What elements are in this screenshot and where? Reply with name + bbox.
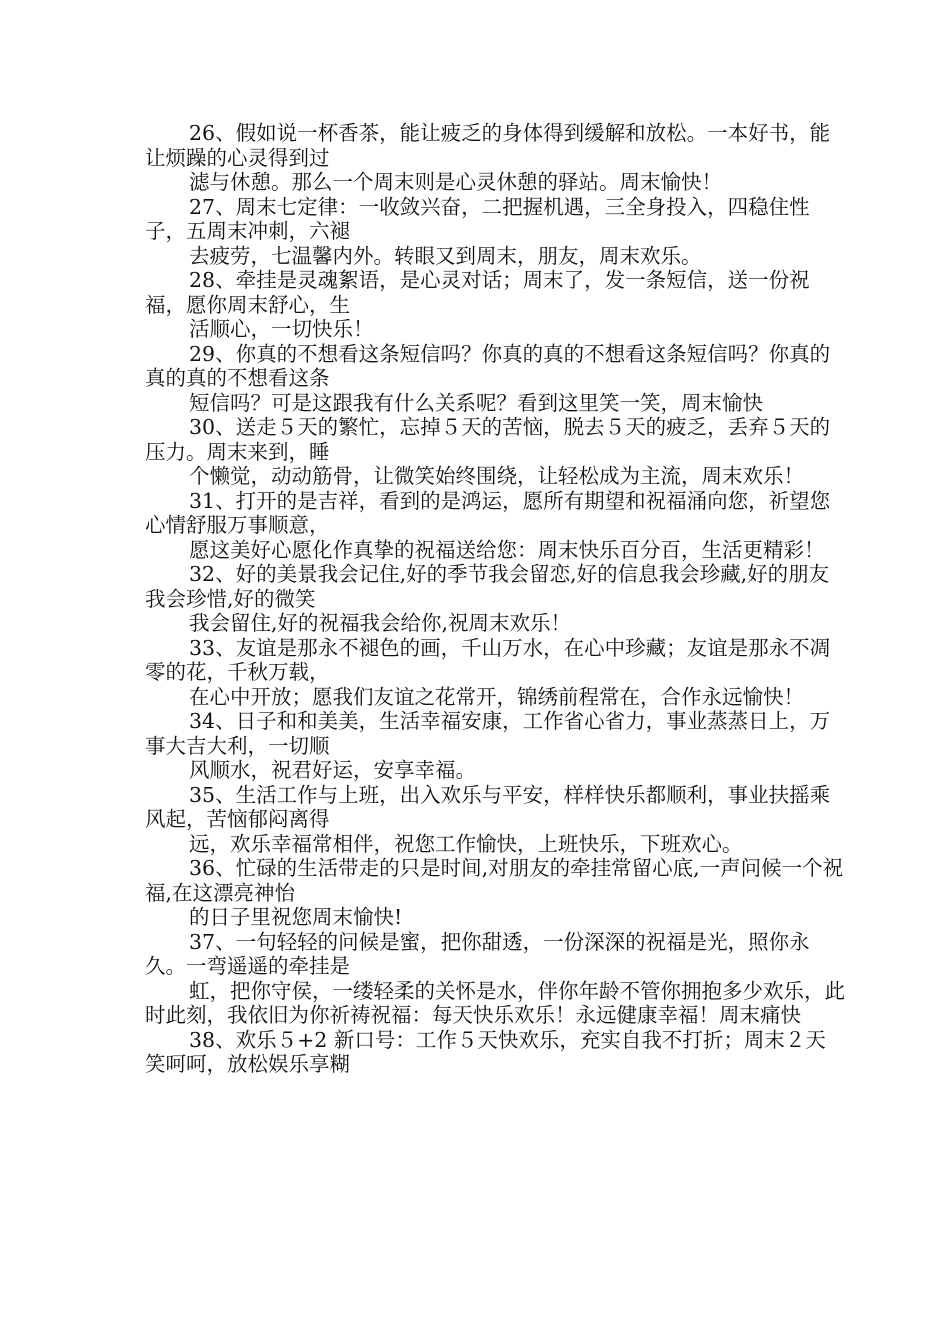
paragraph-29-b: 短信吗？可是这跟我有什么关系呢？看到这里笑一笑，周末愉快 <box>189 390 763 415</box>
paragraph-27-a: 27、周末七定律：一收敛兴奋，二把握机遇，三全身投入，四稳住性子，五周末冲刺，六褪 <box>145 194 810 243</box>
paragraph-31-a: 31、打开的是吉祥，看到的是鸿运，愿所有期望和祝福涌向您，祈望您心情舒服万事顺意， <box>145 488 831 537</box>
paragraph-35-a: 35、生活工作与上班，出入欢乐与平安，样样快乐都顺利，事业扶摇乘风起，苦恼郁闷离得 <box>145 782 831 831</box>
paragraph-28-b: 活顺心，一切快乐！ <box>189 317 374 341</box>
paragraph-34-a: 34、日子和和美美，生活幸福安康，工作省心省力，事业蒸蒸日上，万事大吉大利，一切顺 <box>145 709 831 758</box>
paragraph-26-b: 滤与休憩。那么一个周末则是心灵休憩的驿站。周末愉快！ <box>189 170 722 194</box>
paragraph-29-a: 29、你真的不想看这条短信吗？你真的真的不想看这条短信吗？你真的真的真的不想看这条 <box>145 341 831 390</box>
paragraph-28-a: 28、牵挂是灵魂絮语，是心灵对话；周末了，发一条短信，送一份祝福，愿你周末舒心，生 <box>145 268 810 317</box>
paragraph-26-a: 26、假如说一杯香茶，能让疲乏的身体得到缓解和放松。一本好书，能让烦躁的心灵得到过 <box>145 121 831 170</box>
paragraph-32-a: 32、好的美景我会记住,好的季节我会留恋,好的信息我会珍藏,好的朋友我会珍惜,好的微笑 <box>145 562 830 611</box>
paragraph-36-b: 的日子里祝您周末愉快! <box>189 905 403 929</box>
paragraph-35-b: 远，欢乐幸福常相伴，祝您工作愉快，上班快乐，下班欢心。 <box>189 831 743 856</box>
paragraph-37-a: 37、一句轻轻的问候是蜜，把你甜透，一份深深的祝福是光，照你永久。一弯遥遥的牵挂是 <box>145 929 810 978</box>
paragraph-30-b: 个懒觉，动动筋骨，让微笑始终围绕，让轻松成为主流，周末欢乐！ <box>189 464 804 488</box>
document-body <box>145 121 845 1077</box>
paragraph-33-a: 33、友谊是那永不褪色的画，千山万水，在心中珍藏；友谊是那永不凋零的花，千秋万载， <box>145 635 831 684</box>
paragraph-30-a: 30、送走５天的繁忙，忘掉５天的苦恼，脱去５天的疲乏，丢弃５天的压力。周末来到，睡 <box>145 415 831 464</box>
paragraph-32-b: 我会留住,好的祝福我会给你,祝周末欢乐！ <box>189 611 572 635</box>
paragraph-34-b: 风顺水，祝君好运，安享幸福。 <box>189 758 476 782</box>
paragraph-27-b: 去疲劳，七温馨内外。转眼又到周末，朋友，周末欢乐。 <box>189 243 702 268</box>
paragraph-37-b: 虹，把你守侯，一缕轻柔的关怀是水，伴你年龄不管你拥抱多少欢乐，此时此刻，我依旧为你祈祷祝福：每天快乐欢乐！永远健康幸福！周末痛快 <box>145 978 845 1027</box>
paragraph-33-b: 在心中开放；愿我们友谊之花常开，锦绣前程常在，合作永远愉快！ <box>189 684 804 709</box>
paragraph-38-a: 38、欢乐５+2 新口号：工作５天快欢乐，充实自我不打折；周末２天笑呵呵，放松娱乐享糊 <box>145 1027 826 1076</box>
paragraph-31-b: 愿这美好心愿化作真挚的祝福送给您：周末快乐百分百，生活更精彩！ <box>189 537 825 562</box>
paragraph-36-a: 36、忙碌的生活带走的只是时间,对朋友的牵挂常留心底,一声问候一个祝福,在这漂亮神怡 <box>145 856 844 905</box>
